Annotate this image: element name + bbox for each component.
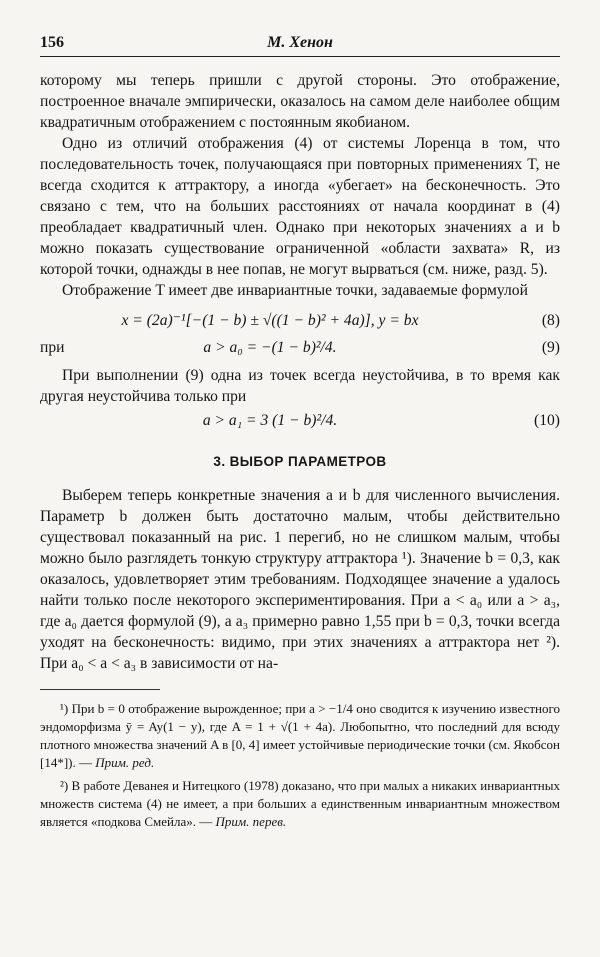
equation-8-formula: x = (2a)⁻¹[−(1 − b) ± √((1 − b)² + 4a)], y = bx bbox=[121, 312, 419, 329]
page-number: 156 bbox=[40, 34, 64, 51]
equation-9-number: (9) bbox=[541, 339, 560, 356]
footnote-1 bbox=[40, 700, 560, 772]
section-title: 3. ВЫБОР ПАРАМЕТРОВ bbox=[213, 454, 387, 469]
paragraph-lorenz-comparison: Одно из отличий отображения (4) от системы Лоренца в том, что последовательность точек, получающаяся при повторных применениях T, не всегда сходится к аттрактору, а иногда «убегает» на бесконечность. Это связано с тем, что на больших расстояниях от начала координат в (4) преобладает квадратичный член. Однако при некоторых значениях a и b можно показать существование ограниченной «области захвата» R, из которой точки, однажды в нее попав, не могут вырваться (см. ниже, разд. 5). bbox=[40, 135, 560, 278]
paragraph-stability: При выполнении (9) одна из точек всегда неустойчива, в то время как другая неустойчива только при bbox=[40, 367, 560, 405]
footnote-2-note: Прим. перев. bbox=[215, 814, 287, 829]
footnote-2-text: ²) В работе Деванея и Нитецкого (1978) доказано, что при малых a никаких инвариантных множеств система (4) не имеет, а при больших a единственным инвариантным множеством является «подкова Смейла». — bbox=[40, 778, 560, 829]
equation-8-number: (8) bbox=[541, 312, 560, 329]
footnote-1-text: ¹) При b = 0 отображение вырожденное; при a > −1/4 оно сводится к изучению известного эндоморфизма ȳ = Ay(1 − y), где A = 1 + √(1 + 4a). Любопытно, что последний для всюду плотного множества значений A в [0, 4] имеет устойчивые периодические точки (см. Якобсон [14*]). — bbox=[40, 701, 560, 770]
equation-9-lead: при bbox=[40, 339, 65, 356]
equation-9-formula: a > a₀ = −(1 − b)²/4. bbox=[203, 339, 337, 356]
paragraph-invariant-points: Отображение T имеет две инвариантные точки, задаваемые формулой bbox=[62, 282, 528, 299]
page-header bbox=[40, 30, 560, 57]
equation-8 bbox=[40, 307, 560, 334]
footnote-1-note: Прим. ред. bbox=[95, 755, 155, 770]
page-body bbox=[40, 70, 560, 836]
equation-10-number: (10) bbox=[534, 412, 560, 429]
equation-10 bbox=[40, 407, 560, 434]
paragraph-continuation: которому мы теперь пришли с другой стороны. Это отображение, построенное вначале эмпирически, оказалось на самом деле наиболее общим квадратичным отображением с постоянным якобианом. bbox=[40, 72, 560, 131]
footnote-divider bbox=[40, 689, 160, 690]
equation-9 bbox=[40, 334, 560, 361]
equation-10-formula: a > a₁ = 3 (1 − b)²/4. bbox=[202, 412, 338, 429]
footnote-2 bbox=[40, 777, 560, 831]
running-head: М. Хенон bbox=[267, 34, 333, 51]
paragraph-parameter-choice: Выберем теперь конкретные значения a и b для численного вычисления. Параметр b должен быть достаточно малым, чтобы действительно существовал показанный на рис. 1 перегиб, но не слишком малым, чтобы можно было разглядеть тонкую структуру аттрактора ¹). Значение b = 0,3, как оказалось, удовлетворяет этим требованиям. Подходящее значение a удалось найти только после некоторого экспериментирования. При a < a₀ или a > a₃, где a₀ дается формулой (9), а a₃ примерно равно 1,55 при b = 0,3, точки всегда уходят на бесконечность: видимо, при этих значениях a аттрактора нет ²). При a₀ < a < a₃ в зависимости от на- bbox=[40, 487, 560, 672]
